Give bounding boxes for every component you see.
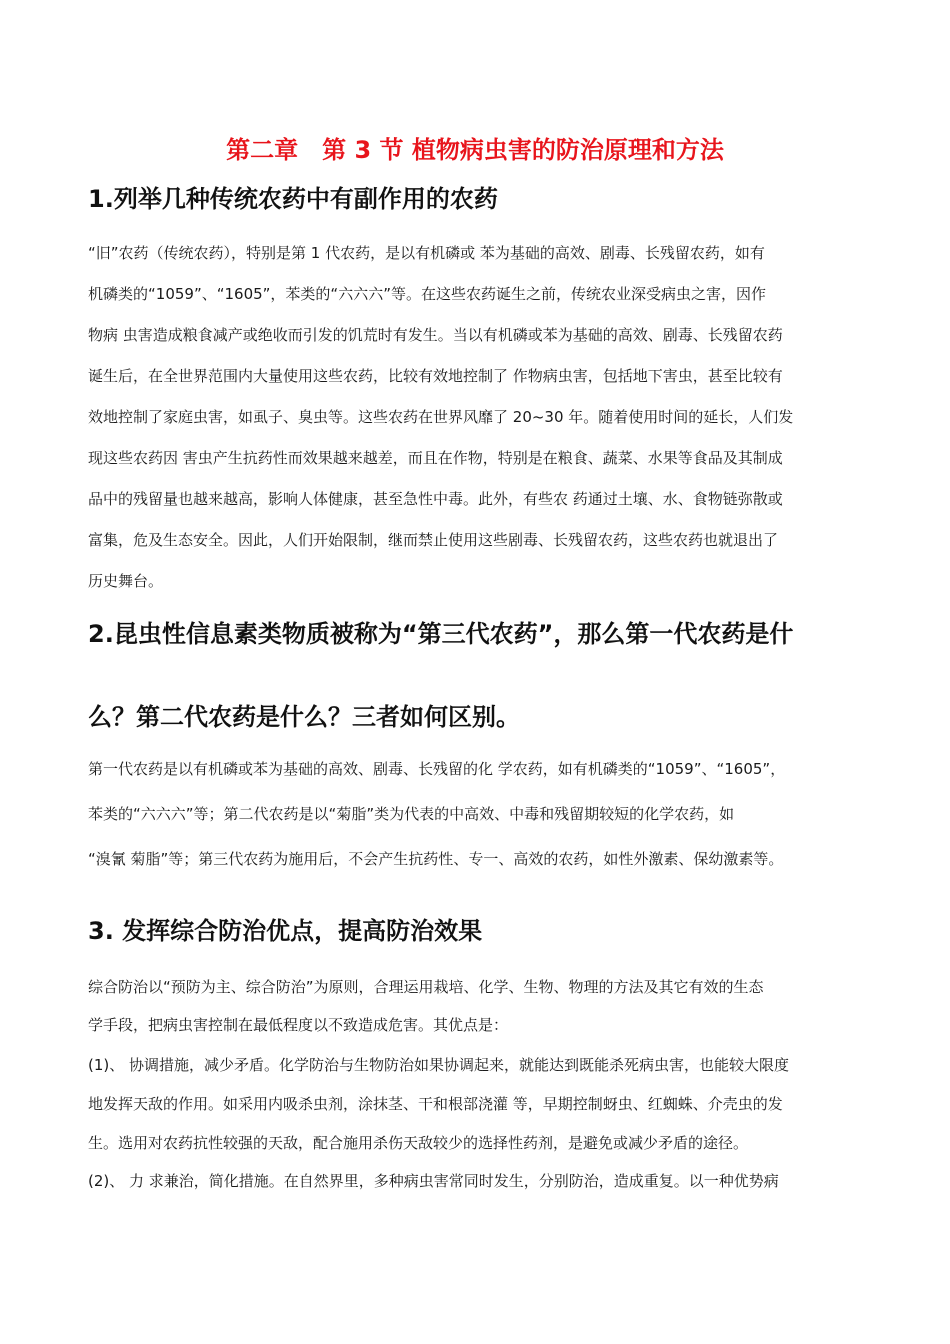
section-2-line: “溴氰 菊脂”等；第三代农药为施用后，不会产生抗药性、专一、高效的农药，如性外激素、保幼激素等。 xyxy=(88,850,784,868)
document-title: 第二章 第 3 节 植物病虫害的防治原理和方法 xyxy=(226,136,724,164)
section-2-heading-line-1: 2.昆虫性信息素类物质被称为“第三代农药”，那么第一代农药是什 xyxy=(88,620,794,648)
section-1-line: 富集，危及生态安全。因此，人们开始限制，继而禁止使用这些剧毒、长残留农药，这些农药也就退出了 xyxy=(88,531,779,549)
section-2-line: 苯类的“六六六”等；第二代农药是以“菊脂”类为代表的中高效、中毒和残留期较短的化学农药，如 xyxy=(88,805,735,823)
section-3-intro xyxy=(88,968,878,1044)
section-3-item-1 xyxy=(88,1046,878,1163)
section-1-line: 品中的残留量也越来越高，影响人体健康，甚至急性中毒。此外，有些农 药通过土壤、水、食物链弥散或 xyxy=(88,490,783,508)
section-2-heading-line-2: 么？第二代农药是什么？三者如何区别。 xyxy=(88,703,520,731)
section-3-item-2 xyxy=(88,1162,878,1201)
section-1-line: 机磷类的“1059”、“1605”，苯类的“六六六”等。在这些农药诞生之前，传统农业深受病虫之害，因作 xyxy=(88,285,766,303)
section-3-intro-line: 综合防治以“预防为主、综合防治”为原则，合理运用栽培、化学、生物、物理的方法及其它有效的生态 xyxy=(88,978,764,996)
item-1-line: (1)、 协调措施，减少矛盾。化学防治与生物防治如果协调起来，就能达到既能杀死病虫害，也能较大限度 xyxy=(88,1056,790,1074)
section-1-line: 历史舞台。 xyxy=(88,572,164,590)
section-1-line: 效地控制了家庭虫害，如虱子、臭虫等。这些农药在世界风靡了 20~30 年。随着使用时间的延长，人们发 xyxy=(88,408,794,426)
section-1-body xyxy=(88,233,878,602)
section-2-body xyxy=(88,747,878,882)
item-2-line: (2)、 力 求兼治，简化措施。在自然界里，多种病虫害常同时发生，分别防治，造成重复。以一种优势病 xyxy=(88,1172,779,1190)
section-3-heading: 3. 发挥综合防治优点，提高防治效果 xyxy=(88,917,483,945)
section-1-heading: 1.列举几种传统农药中有副作用的农药 xyxy=(88,185,498,213)
section-1-line: 物病 虫害造成粮食减产或绝收而引发的饥荒时有发生。当以有机磷或苯为基础的高效、剧毒、长残留农药 xyxy=(88,326,783,344)
section-2-line: 第一代农药是以有机磷或苯为基础的高效、剧毒、长残留的化 学农药，如有机磷类的“1059”、“1605”， xyxy=(88,760,786,778)
section-3-intro-line: 学手段，把病虫害控制在最低程度以不致造成危害。其优点是： xyxy=(88,1016,509,1034)
item-1-line: 生。选用对农药抗性较强的天敌，配合施用杀伤天敌较少的选择性药剂，是避免或减少矛盾的途径。 xyxy=(88,1134,749,1152)
section-1-line: 诞生后，在全世界范围内大量使用这些农药，比较有效地控制了 作物病虫害，包括地下害虫，甚至比较有 xyxy=(88,367,783,385)
section-1-line: “旧”农药（传统农药），特别是第 1 代农药，是以有机磷或 苯为基础的高效、剧毒、长残留农药，如有 xyxy=(88,244,765,262)
item-1-line: 地发挥天敌的作用。如采用内吸杀虫剂，涂抹茎、干和根部浇灌 等，早期控制蚜虫、红蜘蛛、介壳虫的发 xyxy=(88,1095,783,1113)
section-1-line: 现这些农药因 害虫产生抗药性而效果越来越差，而且在作物，特别是在粮食、蔬菜、水果等食品及其制成 xyxy=(88,449,783,467)
